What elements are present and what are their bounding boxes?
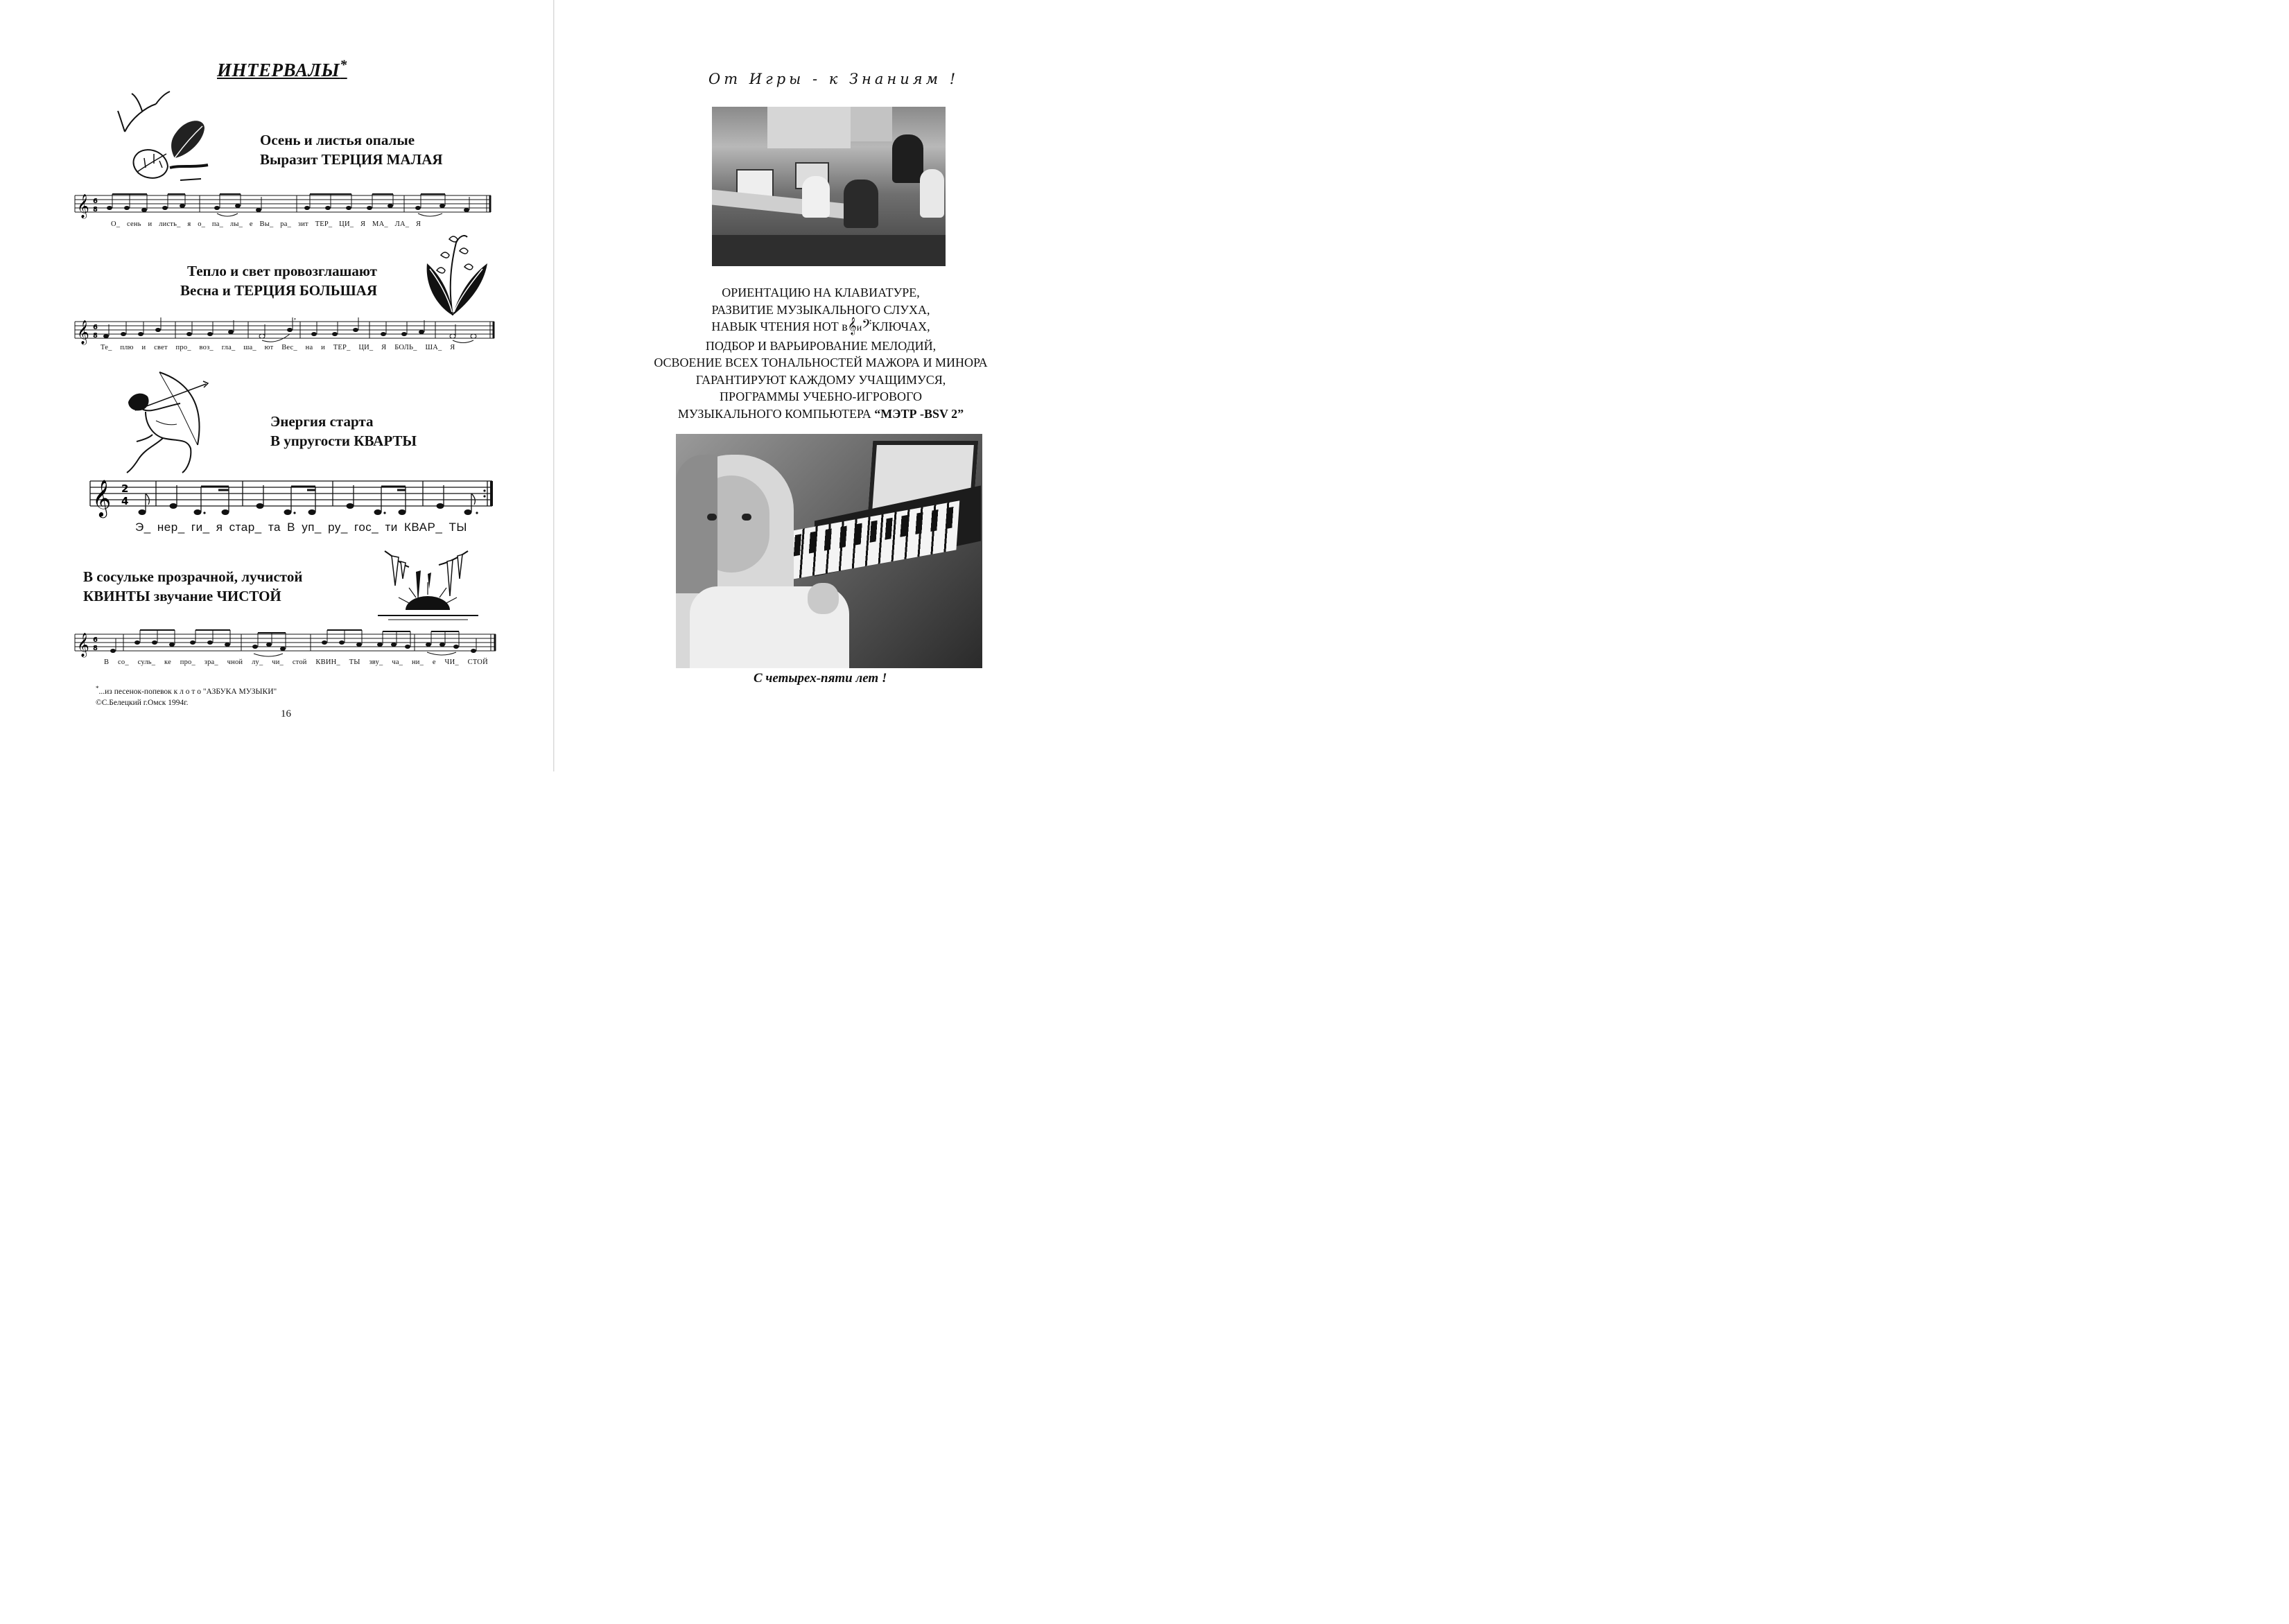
verse-1-line-1: Осень и листья опалые — [260, 132, 415, 148]
verse-1-line-2: Выразит ТЕРЦИЯ МАЛАЯ — [260, 151, 443, 168]
last-line-prefix: МУЗЫКАЛЬНОГО КОМПЬЮТЕРА — [677, 406, 871, 421]
svg-text:6: 6 — [93, 324, 98, 331]
keys-line-before: НАВЫК ЧТЕНИЯ НОТ в — [711, 320, 848, 333]
svg-text:2: 2 — [121, 482, 129, 495]
music-staff-3 — [87, 473, 496, 518]
classroom-photo — [712, 107, 946, 266]
music-staff-4 — [75, 629, 499, 656]
lyrics-3: Э_ нер_ ги_ я стар_ та В уп_ ру_ гос_ ти КВАР_ ТЫ — [135, 521, 467, 534]
photo-caption: С четырех-пяти лет ! — [754, 671, 887, 686]
svg-text:4: 4 — [121, 495, 129, 507]
autumn-leaves-illustration — [111, 90, 215, 187]
archer-illustration — [121, 369, 211, 476]
svg-text:6: 6 — [93, 636, 98, 644]
music-staff-2 — [75, 311, 498, 344]
description-line-8 — [555, 405, 1087, 423]
bass-clef-icon: 𝄢 — [862, 317, 872, 335]
description-line-4: ПОДБОР И ВАРЬИРОВАНИЕ МЕЛОДИЙ, — [705, 338, 937, 353]
footnote-source: ...из песенок-попевок к л о т о "АЗБУКА МУЗЫКИ" — [98, 687, 277, 696]
svg-text:8: 8 — [93, 332, 98, 340]
treble-clef-icon: 𝄞 — [77, 633, 89, 657]
program-description — [555, 284, 1087, 422]
svg-text:8: 8 — [93, 645, 98, 652]
svg-text:,: , — [294, 311, 296, 321]
description-line-2: РАЗВИТИЕ МУЗЫКАЛЬНОГО СЛУХА, — [711, 302, 930, 317]
verse-4 — [83, 567, 302, 606]
verse-2 — [151, 261, 377, 300]
description-line-keys — [555, 318, 1087, 338]
left-page — [0, 0, 555, 771]
footnote-copyright: ©С.Белецкий г.Омск 1994г. — [96, 698, 189, 707]
verse-4-line-1: В сосульке прозрачной, лучистой — [83, 568, 303, 585]
treble-clef-icon: 𝄞 — [77, 194, 89, 218]
verse-2-line-1: Тепло и свет провозглашают — [186, 263, 377, 279]
keys-line-after: КЛЮЧАХ, — [871, 320, 930, 333]
description-line-1: ОРИЕНТАЦИЮ НА КЛАВИАТУРЕ, — [722, 286, 920, 299]
child-keyboard-photo — [676, 434, 982, 668]
treble-clef-icon: 𝄞 — [92, 479, 112, 516]
motto: От Игры - к Знаниям ! — [708, 71, 959, 87]
treble-clef-icon: 𝄞 — [77, 320, 89, 344]
treble-clef-icon: 𝄞 — [847, 317, 857, 335]
verse-1 — [260, 130, 443, 169]
title-text: ИНТЕРВАЛЫ — [217, 60, 340, 80]
page-title — [217, 58, 347, 81]
icicles-illustration — [378, 548, 478, 624]
verse-4-line-2: КВИНТЫ звучание ЧИСТОЙ — [83, 588, 281, 604]
verse-3-line-1: Энергия старта — [270, 413, 374, 430]
lyrics-4: В со_ суль_ ке про_ зра_ чной лу_ чи_ стой КВИН_ ТЫ зву_ ча_ ни_ е ЧИ_ СТОЙ — [104, 658, 488, 666]
svg-text:8: 8 — [93, 206, 98, 213]
description-line-5: ОСВОЕНИЕ ВСЕХ ТОНАЛЬНОСТЕЙ МАЖОРА И МИНОРА — [654, 356, 988, 369]
title-footnote-mark: * — [340, 58, 347, 73]
footnote-mark: * — [96, 685, 99, 692]
lyrics-1: О_ сень и листь_ я о_ па_ лы_ е Вы_ ра_ зит ТЕР_ ЦИ_ Я МА_ ЛА_ Я — [111, 220, 421, 228]
verse-3-line-2: В упругости КВАРТЫ — [270, 433, 417, 449]
lyrics-2: Те_ плю и свет про_ воз_ гла_ ша_ ют Вес_ на и ТЕР_ ЦИ_ Я БОЛЬ_ ША_ Я — [101, 344, 455, 351]
footnote — [96, 683, 277, 708]
product-name: “МЭТР -BSV 2” — [874, 406, 964, 421]
lily-of-the-valley-illustration — [421, 229, 491, 319]
verse-3 — [270, 412, 417, 451]
page-number: 16 — [281, 708, 291, 719]
svg-text:6: 6 — [93, 198, 98, 205]
verse-2-line-2: Весна и ТЕРЦИЯ БОЛЬШАЯ — [180, 282, 377, 299]
keys-line-and: и — [856, 323, 862, 333]
right-page — [555, 0, 1087, 771]
description-line-6: ГАРАНТИРУЮТ КАЖДОМУ УЧАЩИМУСЯ, — [695, 372, 946, 387]
music-staff-1 — [75, 190, 498, 218]
description-line-7: ПРОГРАММЫ УЧЕБНО-ИГРОВОГО — [720, 390, 922, 403]
